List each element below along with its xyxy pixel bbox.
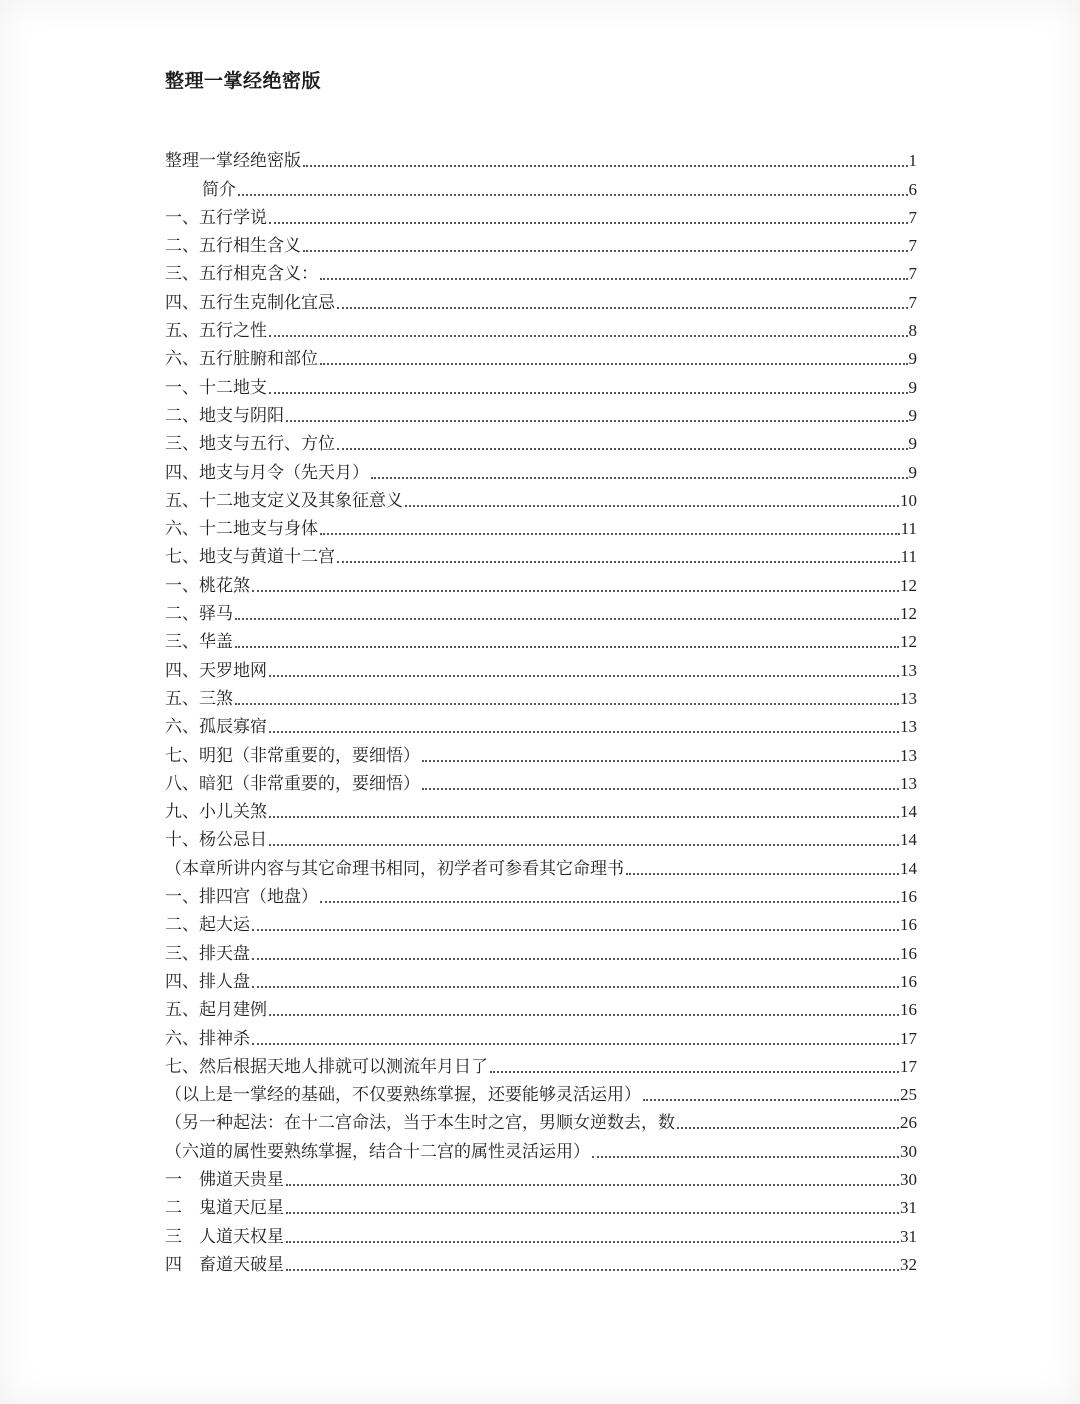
toc-entry-page-number: 31 <box>900 1198 917 1218</box>
toc-entry[interactable] <box>165 511 917 539</box>
toc-entry-page-number: 1 <box>908 151 917 171</box>
toc-dot-leader <box>252 958 899 960</box>
toc-entry-label: 二、五行相生含义 <box>165 236 301 257</box>
toc-entry-page-number: 13 <box>900 688 917 708</box>
toc-entry-page-number: 6 <box>908 179 917 199</box>
toc-entry-page-number: 9 <box>908 405 917 425</box>
toc-dot-leader <box>286 1269 899 1271</box>
toc-dot-leader <box>337 307 908 309</box>
toc-dot-leader <box>235 646 899 648</box>
toc-entry-page-number: 13 <box>900 660 917 680</box>
toc-entry-label: 五、三煞 <box>165 688 233 709</box>
toc-entry[interactable] <box>165 539 917 567</box>
toc-entry-page-number: 16 <box>900 971 917 991</box>
toc-entry-page-number: 30 <box>900 1141 917 1161</box>
toc-entry[interactable] <box>165 935 917 963</box>
toc-entry[interactable] <box>165 992 917 1020</box>
toc-entry-label: 三 人道天权星 <box>165 1226 284 1247</box>
toc-entry-label: 四、地支与月令（先天月） <box>165 462 369 483</box>
toc-entry-page-number: 7 <box>908 236 917 256</box>
document-title: 整理一掌经绝密版 <box>165 70 322 92</box>
toc-entry[interactable] <box>165 313 917 341</box>
toc-entry-label: 三、地支与五行、方位 <box>165 434 335 455</box>
toc-entry-label: 九、小儿关煞 <box>165 802 267 823</box>
toc-entry[interactable] <box>165 879 917 907</box>
toc-entry-label: 一、五行学说 <box>165 207 267 228</box>
toc-entry[interactable] <box>165 652 917 680</box>
toc-entry-page-number: 31 <box>900 1226 917 1246</box>
toc-entry[interactable] <box>165 341 917 369</box>
toc-entry-label: 五、起月建例 <box>165 1000 267 1021</box>
toc-entry-page-number: 16 <box>900 943 917 963</box>
toc-entry-page-number: 12 <box>900 575 917 595</box>
toc-dot-leader <box>320 363 908 365</box>
toc-dot-leader <box>337 448 908 450</box>
toc-entry-page-number: 16 <box>900 887 917 907</box>
toc-entry-label: 二、驿马 <box>165 604 233 625</box>
toc-dot-leader <box>269 222 908 224</box>
toc-entry[interactable] <box>165 398 917 426</box>
toc-dot-leader <box>252 929 899 931</box>
toc-dot-leader <box>286 1184 899 1186</box>
toc-entry-page-number: 25 <box>900 1085 917 1105</box>
toc-dot-leader <box>320 278 908 280</box>
toc-entry-page-number: 9 <box>908 377 917 397</box>
toc-entry-label: （六道的属性要熟练掌握，结合十二宫的属性灵活运用） <box>165 1141 590 1162</box>
toc-entry-label: 六、排神杀 <box>165 1028 250 1049</box>
toc-dot-leader <box>303 250 908 252</box>
toc-entry-label: 七、地支与黄道十二宫 <box>165 547 335 568</box>
toc-entry-page-number: 17 <box>900 1028 917 1048</box>
toc-entry[interactable] <box>165 143 917 171</box>
toc-entry-page-number: 9 <box>908 434 917 454</box>
toc-entry[interactable] <box>165 1218 917 1246</box>
toc-entry-label: 一、十二地支 <box>165 377 267 398</box>
toc-entry-page-number: 9 <box>908 462 917 482</box>
toc-dot-leader <box>320 901 899 903</box>
toc-entry[interactable] <box>165 964 917 992</box>
toc-entry-page-number: 14 <box>900 858 917 878</box>
toc-entry[interactable] <box>165 709 917 737</box>
toc-entry-page-number: 7 <box>908 292 917 312</box>
toc-entry-page-number: 8 <box>908 321 917 341</box>
toc-entry[interactable] <box>165 1133 917 1161</box>
toc-entry-label: 三、排天盘 <box>165 943 250 964</box>
toc-entry[interactable] <box>165 1105 917 1133</box>
toc-entry-page-number: 30 <box>900 1169 917 1189</box>
toc-entry-label: 四、天罗地网 <box>165 660 267 681</box>
toc-entry-label: 一 佛道天贵星 <box>165 1169 284 1190</box>
toc-entry-page-number: 9 <box>908 349 917 369</box>
toc-dot-leader <box>371 477 908 479</box>
toc-entry[interactable] <box>165 850 917 878</box>
toc-entry[interactable] <box>165 794 917 822</box>
toc-entry-label: 简介 <box>202 179 236 200</box>
toc-dot-leader <box>677 1127 899 1129</box>
toc-entry-page-number: 12 <box>900 604 917 624</box>
toc-entry[interactable] <box>165 624 917 652</box>
toc-entry-label: 整理一掌经绝密版 <box>165 151 301 172</box>
toc-entry-label: 二、起大运 <box>165 915 250 936</box>
toc-dot-leader <box>592 1156 899 1158</box>
toc-entry-label: 七、然后根据天地人排就可以测流年月日了 <box>165 1056 488 1077</box>
toc-entry[interactable] <box>165 1049 917 1077</box>
toc-entry[interactable] <box>165 284 917 312</box>
toc-entry[interactable] <box>165 1162 917 1190</box>
toc-dot-leader <box>238 194 908 196</box>
toc-entry-label: 三、华盖 <box>165 632 233 653</box>
toc-entry-label: 四、排人盘 <box>165 971 250 992</box>
toc-entry-label: 四 畜道天破星 <box>165 1254 284 1275</box>
toc-entry[interactable] <box>165 228 917 256</box>
toc-entry-page-number: 16 <box>900 1000 917 1020</box>
toc-entry[interactable] <box>165 171 917 199</box>
toc-entry-page-number: 17 <box>900 1056 917 1076</box>
toc-entry[interactable] <box>165 483 917 511</box>
toc-entry-label: 六、五行脏腑和部位 <box>165 349 318 370</box>
toc-entry-label: 四、五行生克制化宜忌 <box>165 292 335 313</box>
toc-entry-label: 五、五行之性 <box>165 321 267 342</box>
toc-entry-label: 六、十二地支与身体 <box>165 519 318 540</box>
toc-entry-page-number: 14 <box>900 802 917 822</box>
toc-dot-leader <box>490 1071 899 1073</box>
toc-dot-leader <box>422 760 899 762</box>
toc-entry[interactable] <box>165 200 917 228</box>
toc-entry-page-number: 7 <box>908 207 917 227</box>
toc-entry-page-number: 14 <box>900 830 917 850</box>
table-of-contents <box>165 143 917 1275</box>
toc-dot-leader <box>286 1241 899 1243</box>
toc-dot-leader <box>269 731 899 733</box>
toc-entry-label: 三、五行相克含义： <box>165 264 318 285</box>
toc-entry-label: 八、暗犯（非常重要的，要细悟） <box>165 773 420 794</box>
toc-entry-page-number: 16 <box>900 915 917 935</box>
toc-dot-leader <box>269 675 899 677</box>
toc-dot-leader <box>269 335 908 337</box>
toc-entry[interactable] <box>165 567 917 595</box>
toc-dot-leader <box>286 420 908 422</box>
toc-entry[interactable] <box>165 596 917 624</box>
toc-entry-page-number: 11 <box>900 547 917 567</box>
toc-dot-leader <box>303 165 908 167</box>
toc-entry[interactable] <box>165 369 917 397</box>
toc-dot-leader <box>235 703 899 705</box>
toc-entry-label: （另一种起法：在十二宫命法，当于本生时之宫，男顺女逆数去，数 <box>165 1113 675 1134</box>
toc-entry-label: 五、十二地支定义及其象征意义 <box>165 490 403 511</box>
toc-dot-leader <box>269 844 899 846</box>
toc-dot-leader <box>626 873 899 875</box>
toc-entry[interactable] <box>165 907 917 935</box>
toc-dot-leader <box>422 788 899 790</box>
toc-entry-label: （以上是一掌经的基础，不仅要熟练掌握，还要能够灵活运用） <box>165 1085 641 1106</box>
toc-entry[interactable] <box>165 766 917 794</box>
toc-entry[interactable] <box>165 681 917 709</box>
toc-entry[interactable] <box>165 454 917 482</box>
toc-entry[interactable] <box>165 1077 917 1105</box>
toc-dot-leader <box>252 986 899 988</box>
toc-entry-label: 二、地支与阴阳 <box>165 405 284 426</box>
toc-entry[interactable] <box>165 1020 917 1048</box>
toc-entry-label: 二 鬼道天厄星 <box>165 1198 284 1219</box>
toc-entry-page-number: 13 <box>900 773 917 793</box>
toc-dot-leader <box>337 561 900 563</box>
toc-entry[interactable] <box>165 256 917 284</box>
toc-dot-leader <box>269 1014 899 1016</box>
toc-dot-leader <box>252 1043 899 1045</box>
toc-dot-leader <box>252 590 899 592</box>
toc-dot-leader <box>320 533 900 535</box>
toc-entry-page-number: 11 <box>900 519 917 539</box>
toc-entry-label: 一、桃花煞 <box>165 575 250 596</box>
toc-dot-leader <box>286 1212 899 1214</box>
toc-entry-page-number: 7 <box>908 264 917 284</box>
toc-entry-label: （本章所讲内容与其它命理书相同，初学者可参看其它命理书 <box>165 858 624 879</box>
toc-entry-page-number: 10 <box>900 490 917 510</box>
toc-entry[interactable] <box>165 1247 917 1275</box>
toc-entry-page-number: 12 <box>900 632 917 652</box>
toc-entry-label: 十、杨公忌日 <box>165 830 267 851</box>
toc-entry-page-number: 26 <box>900 1113 917 1133</box>
toc-dot-leader <box>269 816 899 818</box>
toc-entry[interactable] <box>165 822 917 850</box>
toc-entry-label: 一、排四宫（地盘） <box>165 887 318 908</box>
toc-entry-label: 六、孤辰寡宿 <box>165 717 267 738</box>
toc-dot-leader <box>643 1099 899 1101</box>
toc-dot-leader <box>405 505 899 507</box>
toc-entry[interactable] <box>165 426 917 454</box>
toc-dot-leader <box>235 618 899 620</box>
toc-entry-label: 七、明犯（非常重要的，要细悟） <box>165 745 420 766</box>
toc-entry[interactable] <box>165 1190 917 1218</box>
toc-entry[interactable] <box>165 737 917 765</box>
toc-entry-page-number: 13 <box>900 717 917 737</box>
toc-dot-leader <box>269 392 908 394</box>
toc-entry-page-number: 13 <box>900 745 917 765</box>
toc-entry-page-number: 32 <box>900 1254 917 1274</box>
